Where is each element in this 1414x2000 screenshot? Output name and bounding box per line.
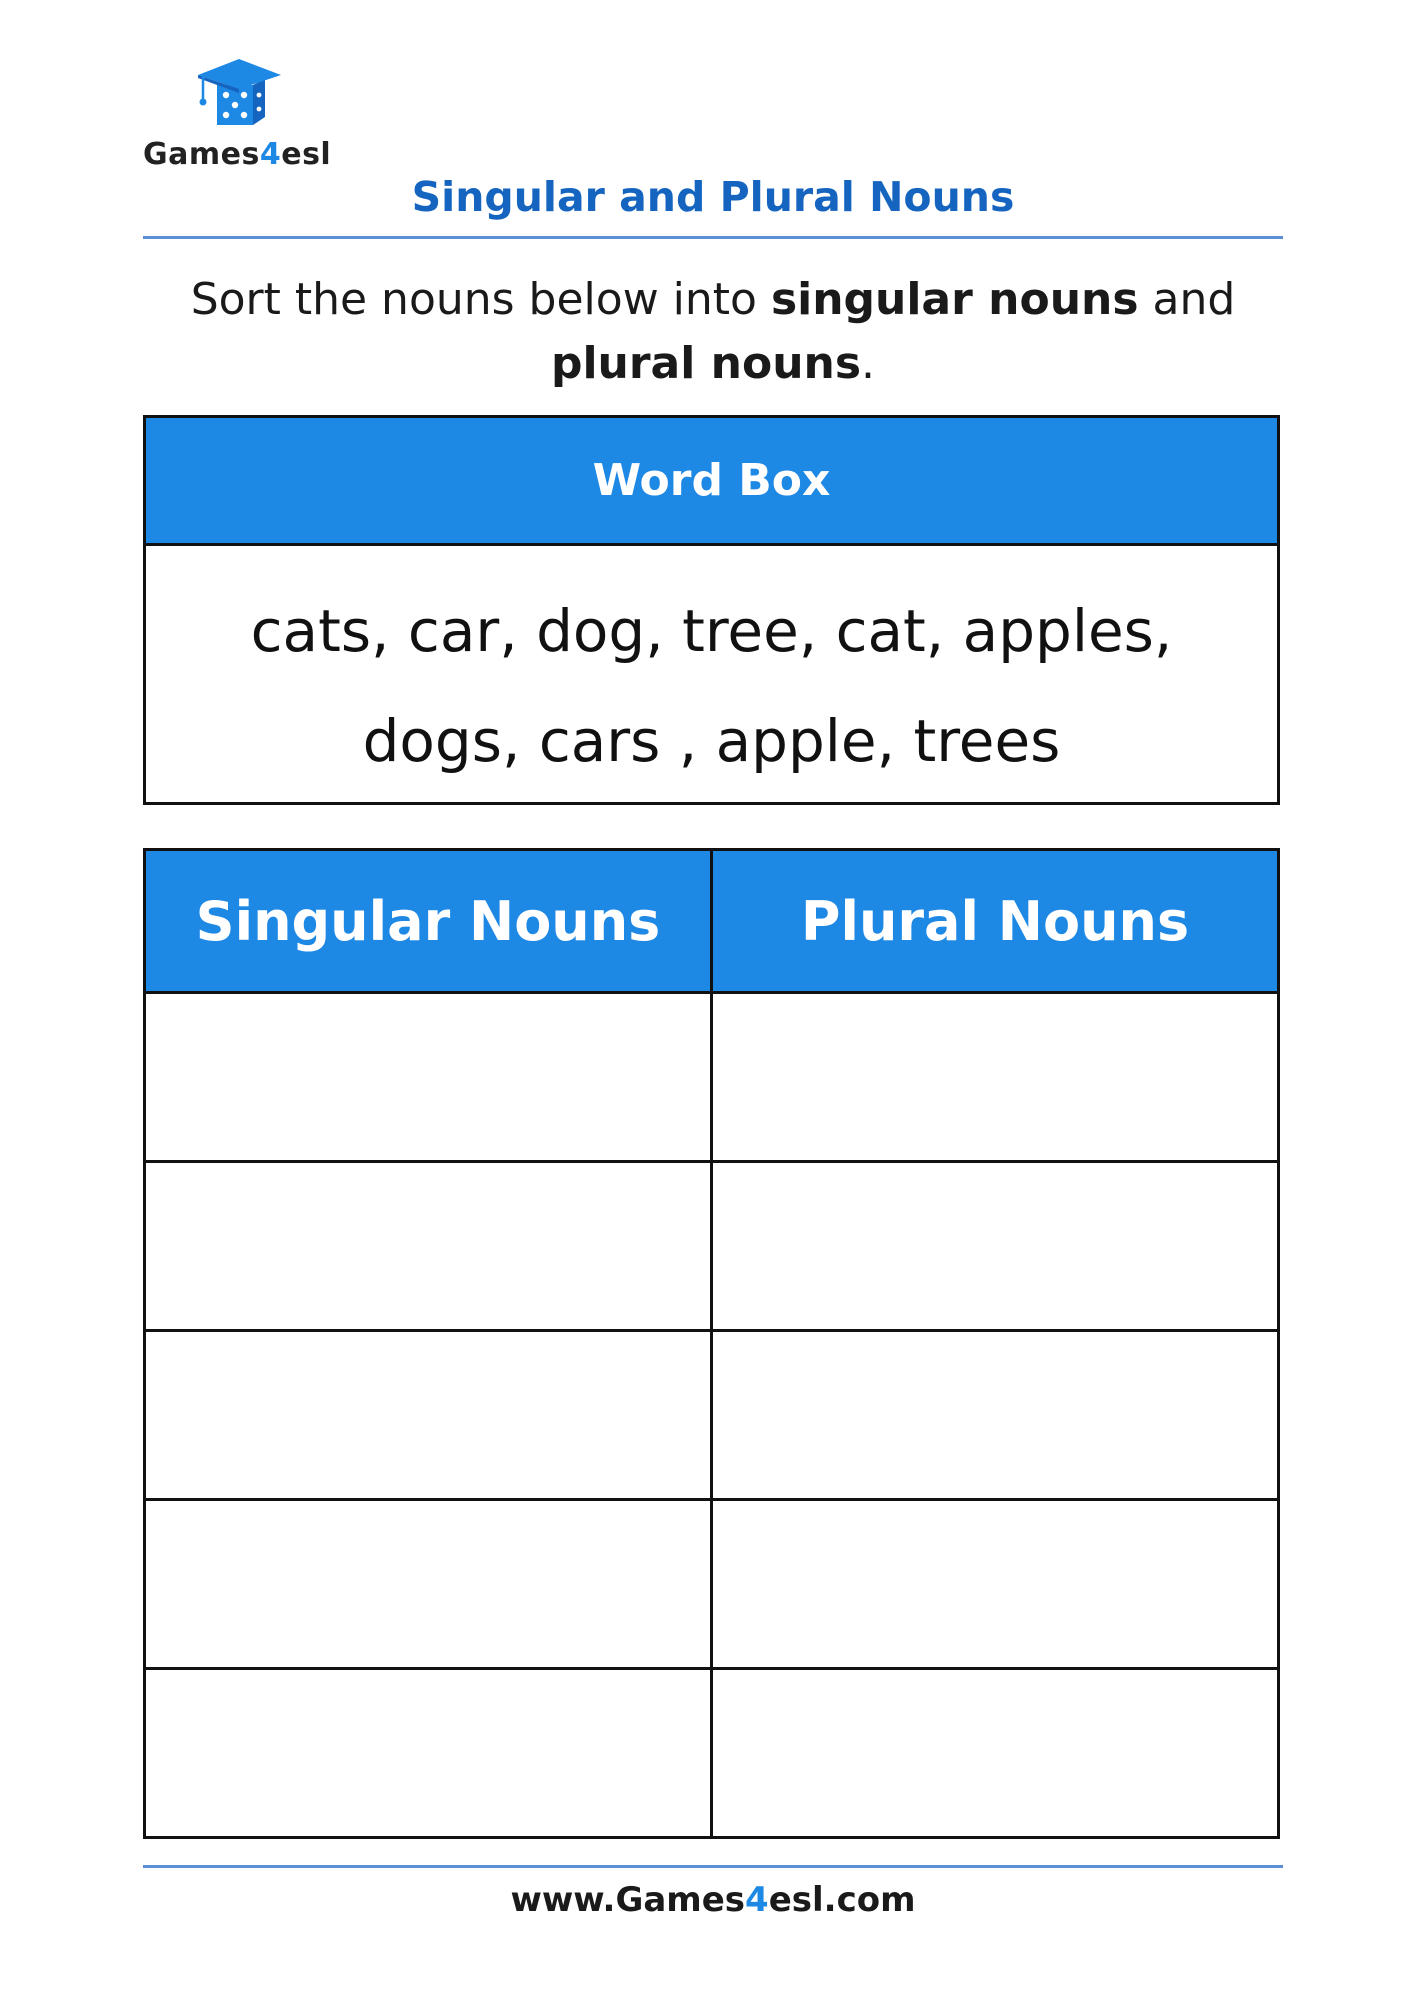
table-row [145,993,1279,1162]
word-box-line: cats, car, dog, tree, cat, apples, [250,597,1173,665]
plural-answer-cell[interactable] [712,1669,1279,1838]
singular-answer-cell[interactable] [145,1669,712,1838]
table-row [145,1669,1279,1838]
sort-table [143,848,1280,1839]
instructions: Sort the nouns below into singular nouns and plural nouns. [190,274,1236,389]
graduation-cap-dice-icon [193,55,283,130]
singular-answer-cell[interactable] [145,993,712,1162]
word-box-line: dogs, cars , apple, trees [362,707,1061,775]
plural-answer-cell[interactable] [712,1331,1279,1500]
footer-divider [143,1865,1283,1868]
page-title: Singular and Plural Nouns [411,173,1015,221]
word-box [143,415,1280,805]
plural-answer-cell[interactable] [712,993,1279,1162]
table-row [145,1500,1279,1669]
plural-answer-cell[interactable] [712,1500,1279,1669]
singular-answer-cell[interactable] [145,1162,712,1331]
header-divider [143,236,1283,239]
word-box-words [146,546,1277,796]
logo-wordmark: Games4esl [143,137,332,172]
word-box-header: Word Box [146,418,1277,546]
plural-answer-cell[interactable] [712,1162,1279,1331]
singular-answer-cell[interactable] [145,1500,712,1669]
footer-url: www.Games4esl.com [510,1880,916,1920]
column-header-plural: Plural Nouns [712,850,1279,993]
table-row [145,1331,1279,1500]
singular-answer-cell[interactable] [145,1331,712,1500]
games4esl-logo [143,55,333,180]
table-row [145,1162,1279,1331]
column-header-singular: Singular Nouns [145,850,712,993]
sort-table-header-row [145,850,1279,993]
